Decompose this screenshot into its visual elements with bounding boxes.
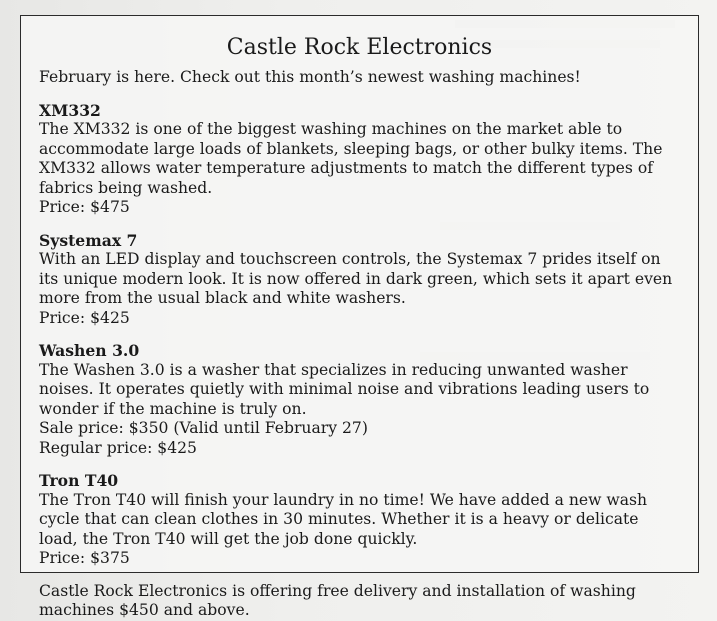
product-description: The Tron T40 will finish your laundry in no time! We have added a new wash cycle that can clean clothes in 30 minutes. Whether it is a heavy or delicate load, the Tron T40 will get the job done quickly. <box>39 490 648 548</box>
ad-box <box>20 15 699 619</box>
product-systemax-7 <box>39 231 680 329</box>
intro-text: February is here. Check out this month’s newest washing machines! <box>39 68 581 86</box>
product-name: Systemax 7 <box>39 230 138 250</box>
product-name: XM332 <box>39 100 101 120</box>
product-washen-3 <box>39 341 680 458</box>
product-price: Price: $375 <box>39 549 130 567</box>
product-description: The Washen 3.0 is a washer that specializes in reducing unwanted washer noises. It operates quietly with minimal noise and vibrations leading users to wonder if the machine is truly on. <box>39 360 650 418</box>
product-name: Tron T40 <box>39 471 119 490</box>
product-price: Price: $475 <box>39 198 130 216</box>
product-price: Price: $425 <box>39 308 130 327</box>
product-description: With an LED display and touchscreen controls, the Systemax 7 prides itself on its unique modern look. It is now offered in dark green, which sets it apart even more from the usual black and white washers. <box>39 250 673 307</box>
product-description: The XM332 is one of the biggest washing machines on the market able to accommodate large loads of blankets, sleeping bags, or other bulky items. The XM332 allows water temperature adjustments to match the different types of fabrics being washed. <box>39 120 663 197</box>
product-sale-price: Sale price: $350 (Valid until February 27) <box>39 419 368 437</box>
store-title: Castle Rock Electronics <box>226 35 493 60</box>
product-regular-price: Regular price: $425 <box>39 438 197 457</box>
delivery-offer: Castle Rock Electronics is offering free delivery and installation of washing machines $450 and above. <box>39 581 636 619</box>
product-name: Washen 3.0 <box>39 341 140 360</box>
product-xm332 <box>39 101 680 218</box>
product-tron-t40 <box>39 471 680 569</box>
